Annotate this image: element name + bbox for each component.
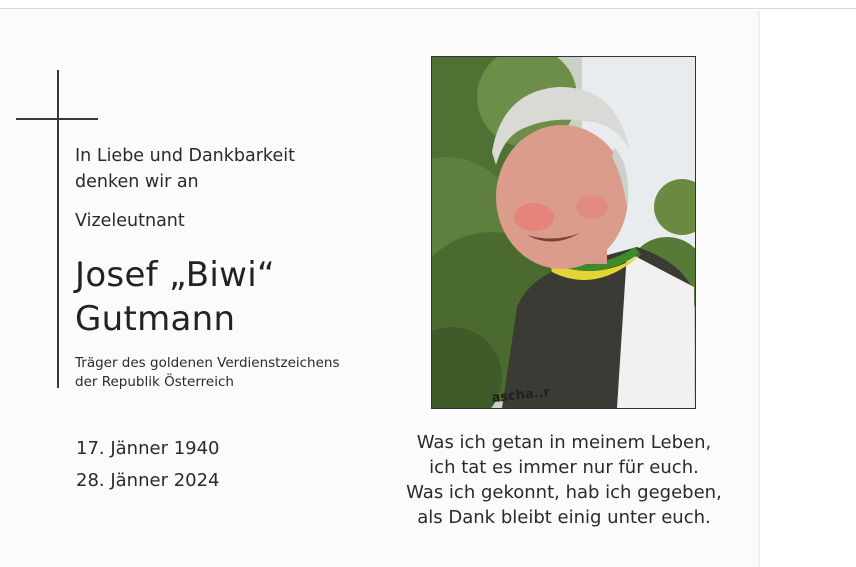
verse-line-1: Was ich getan in meinem Leben, xyxy=(416,432,712,453)
portrait-photo xyxy=(431,56,696,409)
deceased-name xyxy=(75,253,275,341)
card-right-edge xyxy=(758,10,760,567)
name-line-2: Gutmann xyxy=(75,299,236,339)
verse-line-2: ich tat es immer nur für euch. xyxy=(429,457,699,478)
award-line-1: Träger des goldenen Verdienstzeichens xyxy=(75,355,340,371)
top-border-line xyxy=(0,8,856,9)
intro-line-2: denken wir an xyxy=(75,172,199,192)
jersey-lettering: ascha..r xyxy=(490,384,551,406)
memorial-verse xyxy=(405,430,723,530)
name-line-1: Josef „Biwi“ xyxy=(75,255,275,295)
rank-title: Vizeleutnant xyxy=(75,211,185,231)
cross-horizontal-bar xyxy=(16,118,98,120)
intro-text xyxy=(75,143,295,195)
award-line-2: der Republik Österreich xyxy=(75,374,234,390)
intro-line-1: In Liebe und Dankbarkeit xyxy=(75,146,295,166)
verse-line-3: Was ich gekonnt, hab ich gegeben, xyxy=(406,482,722,503)
award-text xyxy=(75,354,340,392)
verse-line-4: als Dank bleibt einig unter euch. xyxy=(417,507,711,528)
death-date: 28. Jänner 2024 xyxy=(76,470,220,491)
life-dates xyxy=(76,433,220,497)
birth-date: 17. Jänner 1940 xyxy=(76,438,220,459)
